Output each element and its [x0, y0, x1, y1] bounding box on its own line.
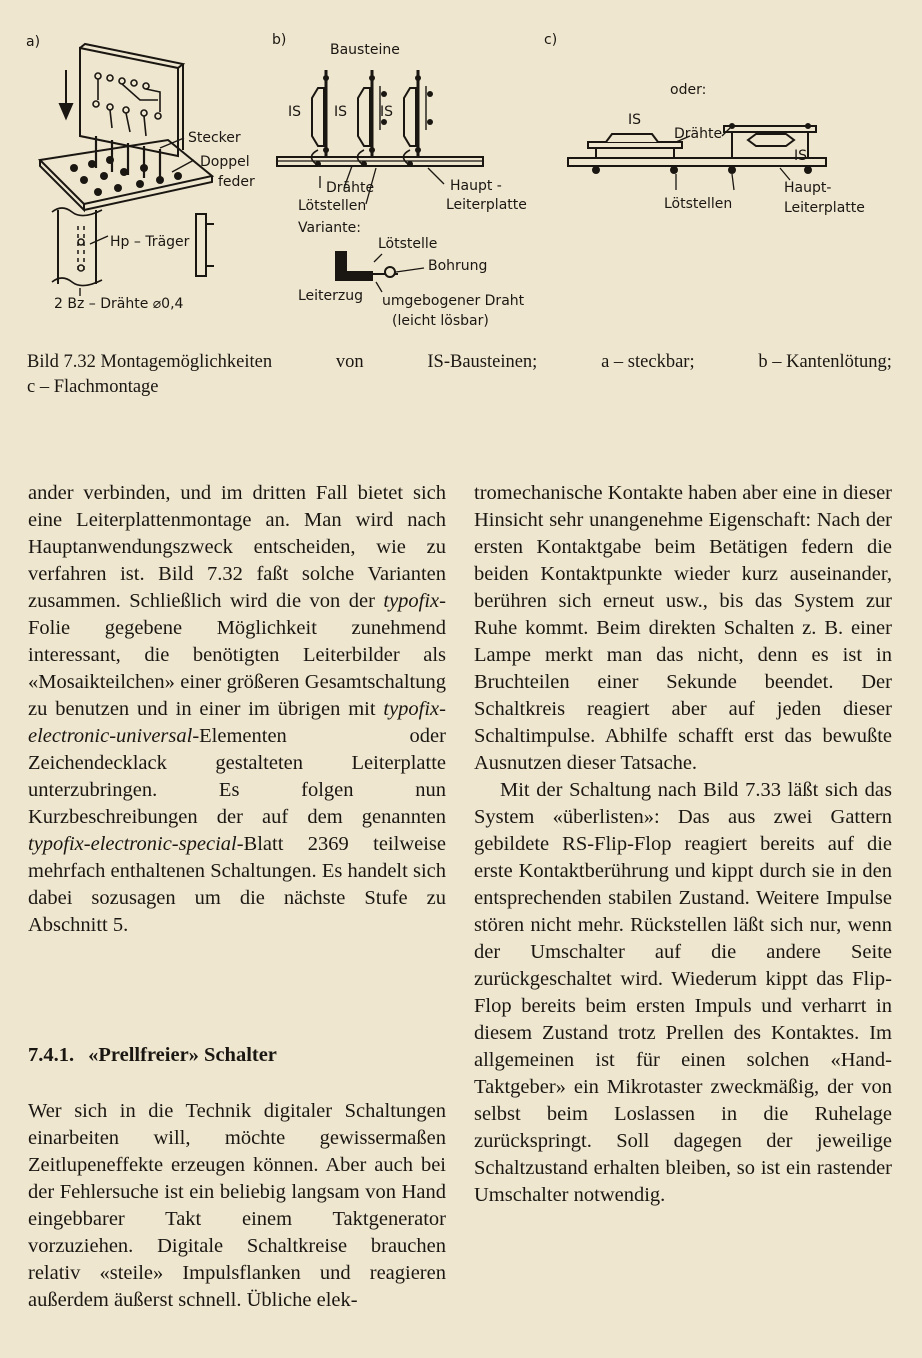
figure-7-32 — [0, 0, 922, 345]
caption-is-bausteine: IS-Bausteinen; — [427, 352, 538, 372]
text-run: -Elementen oder Zeichendecklack gestalteten Leiterplatte unterzubringen. Es folgen nun Kurzbeschreibungen der auf dem genannten — [28, 725, 446, 828]
label-loetstelle: Lötstelle — [378, 236, 438, 252]
right-column — [474, 480, 892, 1209]
panel-a-letter: a) — [26, 34, 41, 50]
left-column-lower — [28, 1098, 446, 1314]
label-b-draehte: Drähte — [326, 180, 375, 196]
italic-typofix: typofix — [383, 590, 440, 612]
label-leicht-loesbar: (leicht lösbar) — [392, 313, 489, 329]
label-is-1: IS — [288, 104, 302, 120]
label-doppel: Doppel — [200, 154, 250, 170]
text-run: -Blatt 2369 teilweise mehrfach enthaltenen Schaltungen. Es handelt sich dabei sozusagen um die nächste Stufe zu Abschnitt 5. — [28, 833, 446, 936]
caption-a: a – steckbar; — [601, 352, 695, 372]
caption-b: b – Kantenlötung; — [758, 352, 892, 372]
section-heading — [28, 1044, 277, 1067]
italic-typofix-special: typofix-electronic-special — [28, 833, 237, 855]
label-c-haupt: Haupt- — [784, 180, 832, 196]
label-c-is-1: IS — [628, 112, 642, 128]
label-hp-traeger: Hp – Träger — [110, 234, 190, 250]
label-c-draehte: Drähte — [674, 126, 723, 142]
caption-von: von — [335, 352, 364, 372]
caption-title: Bild 7.32 Montagemöglichkeiten — [27, 352, 273, 372]
label-oder: oder: — [670, 82, 707, 98]
label-umgebogener-draht: umgebogener Draht — [382, 293, 525, 309]
label-c-loetstellen: Lötstellen — [664, 196, 733, 212]
label-b-haupt: Haupt - — [450, 178, 502, 194]
text-run: ander verbinden, und im dritten Fall bietet sich eine Leiterplattenmontage an. Man wird nach Hauptanwendungszweck entscheiden, wie zu verfahren ist. Bild 7.32 faßt solche Varianten zusammen. Schließlich wird die von der — [28, 482, 446, 612]
label-leiterzug: Leiterzug — [298, 288, 364, 304]
left-paragraph-1 — [28, 480, 446, 939]
label-bausteine: Bausteine — [330, 42, 400, 58]
italic-typofix-universal: typofix-electronic-universal — [28, 698, 446, 747]
label-is-2: IS — [334, 104, 348, 120]
text-run: -Folie gegebene Möglichkeit zunehmend interessant, die benötigten Leiterbilder als «Mosaikteilchen» einer größeren Gesamtschaltung zu benutzen und in einer im übrigen mit — [28, 590, 446, 720]
label-c-leiterplatte: Leiterplatte — [784, 200, 865, 216]
section-title: «Prellfreier» Schalter — [88, 1044, 277, 1066]
label-bz-draehte: 2 Bz – Drähte ⌀0,4 — [54, 296, 184, 312]
label-variante: Variante: — [298, 220, 361, 236]
label-b-leiterplatte: Leiterplatte — [446, 197, 527, 213]
label-is-3: IS — [380, 104, 394, 120]
right-paragraph-2: Mit der Schaltung nach Bild 7.33 läßt sich das System «überlisten»: Das aus zwei Gattern gebildete RS-Flip-Flop reagiert bereits auf die erste Kontaktberührung und kippt durch sie in den entsprechenden stabilen Zustand. Weitere Impulse stören nicht mehr. Rückstellen läßt sich nur, wenn der Umschalter auf die andere Seite zurückgeschaltet wird. Wiederum kippt das Flip-Flop bereits beim ersten Impuls und verharrt in diesem Zustand trotz Prellen des Kontaktes. Im allgemeinen ist für einen solchen «Hand-Taktgeber» ein Mikrotaster zweckmäßig, der von selbst beim Loslassen in die Ruhelage zurückspringt. Soll dagegen der jeweilige Schaltzustand erhalten bleiben, so ist ein rastender Umschalter notwendig. — [474, 779, 892, 1206]
panel-c-letter: c) — [544, 32, 558, 48]
section-number: 7.4.1. — [28, 1044, 75, 1066]
left-paragraph-2: Wer sich in die Technik digitaler Schaltungen einarbeiten will, möchte gewissermaßen Zeitlupeneffekte erzeugen können. Aber auch bei der Fehlersuche ist ein beliebig langsam von Hand eingebbarer Takt einem Taktgenerator vorzuziehen. Digitale Schaltkreise brauchen relativ «steile» Impulsflanken und reagieren außerdem äußerst schnell. Übliche elek- — [28, 1100, 446, 1311]
label-feder: feder — [218, 174, 255, 190]
figure-drawing — [0, 0, 922, 345]
left-column — [28, 480, 446, 939]
right-paragraph-1: tromechanische Kontakte haben aber eine in dieser Hinsicht sehr unangenehme Eigenschaft: Nach der ersten Kontaktgabe beim Betätigen federn die beiden Kontaktpunkte wieder kurz auseinander, berühren sich erneut usw., bis das System zur Ruhe kommt. Beim direkten Schalten z. B. einer Lampe merkt man das nicht, denn es ist in Bruchteilen einer Sekunde beendet. Der Schaltkreis reagiert aber auf jeden dieser Schaltimpulse. Abhilfe schafft erst das bewußte Ausnutzen dieser Tatsache. — [474, 482, 892, 774]
label-bohrung: Bohrung — [428, 258, 488, 274]
panel-a-drawing — [40, 44, 214, 296]
figure-caption — [27, 350, 892, 400]
label-stecker: Stecker — [188, 130, 241, 146]
caption-line-2: c – Flachmontage — [27, 377, 159, 397]
caption-line-1 — [27, 350, 892, 375]
panel-b-letter: b) — [272, 32, 287, 48]
label-b-loetstellen: Lötstellen — [298, 198, 367, 214]
label-c-is-2: IS — [794, 148, 808, 164]
